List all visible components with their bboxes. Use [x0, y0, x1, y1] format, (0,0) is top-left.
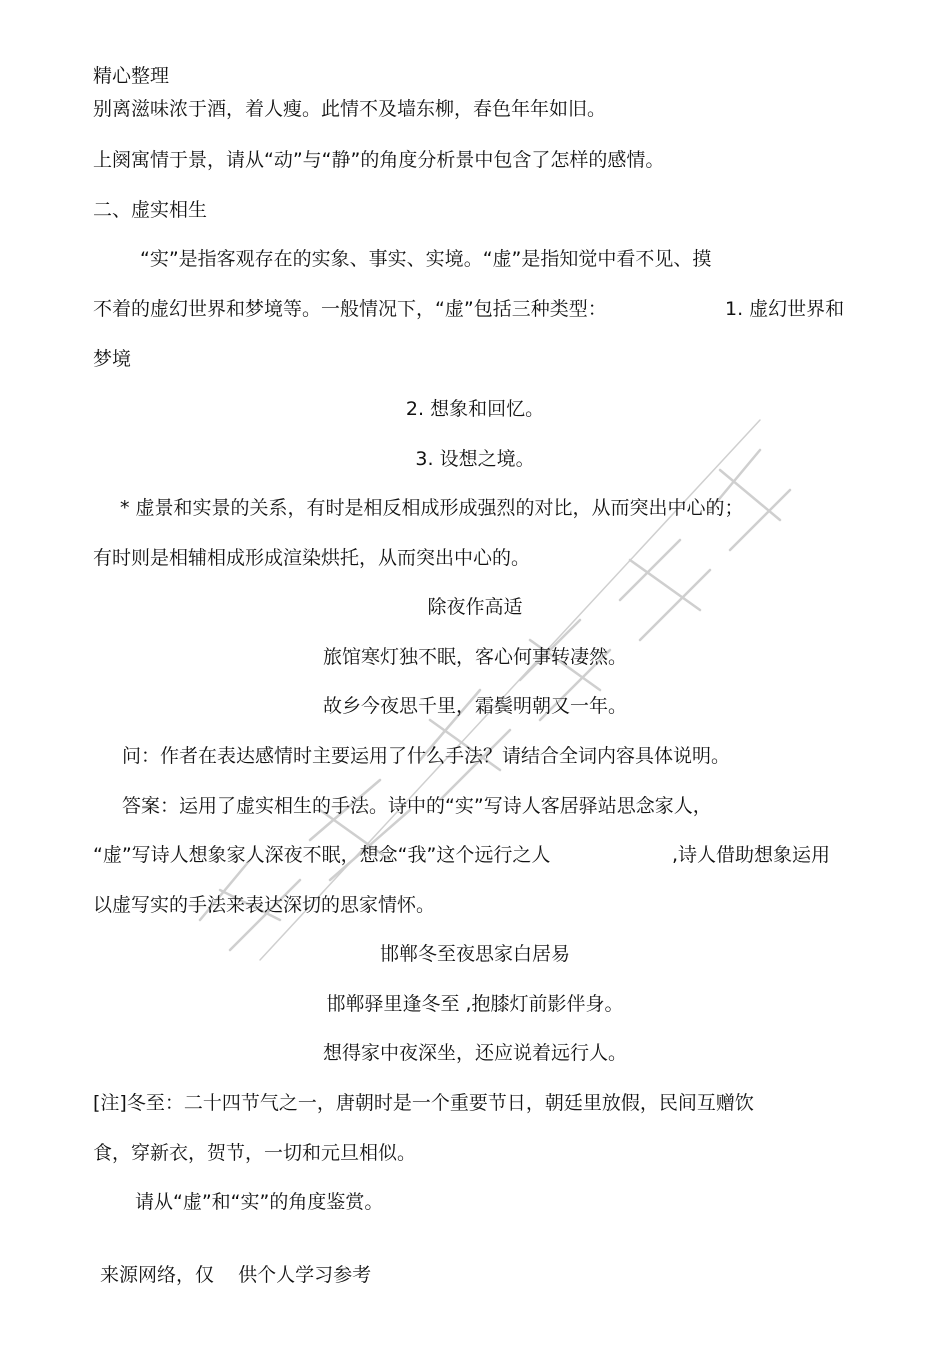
prompt-line: 请从“虚”和“实”的角度鉴赏。: [135, 1191, 384, 1213]
section-title: 二、虚实相生: [93, 199, 208, 221]
paragraph-line: 不着的虚幻世界和梦境等。一般情况下，“虚”包括三种类型：: [93, 298, 607, 320]
poem-line: 旅馆寒灯独不眠，客心何事转凄然。: [322, 646, 627, 668]
poem-fragment-line: 别离滋味浓于酒，着人瘦。此情不及墙东柳，春色年年如旧。: [93, 98, 607, 120]
answer-line: 以虚写实的手法来表达深切的思家情怀。: [93, 894, 436, 916]
page-footer: 来源网络，仅 供个人学习参考: [100, 1264, 372, 1286]
poem-line: 故乡今夜思千里，霜鬓明朝又一年。: [322, 695, 627, 717]
annotation-line: 食，穿新衣，贺节，一切和元旦相似。: [93, 1142, 417, 1164]
question-line: 问：作者在表达感情时主要运用了什么手法？请结合全词内容具体说明。: [122, 745, 731, 767]
poem-line: 想得家中夜深坐，还应说着远行人。: [322, 1042, 627, 1064]
poem-title: 邯郸冬至夜思家白居易: [379, 943, 570, 965]
question-line: 上阕寓情于景，请从“动”与“静”的角度分析景中包含了怎样的感情。: [93, 149, 665, 171]
list-item: 2. 想象和回忆。: [405, 398, 545, 420]
answer-line: “虚”写诗人想象家人深夜不眠，想念“我”这个远行之人: [93, 844, 551, 866]
paragraph-line: 梦境: [93, 348, 132, 370]
poem-line: 邯郸驿里逢冬至 ,抱膝灯前影伴身。: [326, 993, 624, 1015]
list-item: 3. 设想之境。: [415, 448, 535, 470]
annotation-line: [注]冬至：二十四节气之一，唐朝时是一个重要节日，朝廷里放假，民间互赠饮: [93, 1092, 754, 1114]
answer-line: ,诗人借助想象运用: [672, 844, 831, 866]
page-header: 精心整理: [93, 65, 170, 87]
note-line: * 虚景和实景的关系，有时是相反相成形成强烈的对比，从而突出中心的；: [120, 497, 744, 519]
poem-title: 除夜作高适: [427, 596, 523, 618]
answer-line: 答案：运用了虚实相生的手法。诗中的“实”写诗人客居驿站思念家人，: [122, 795, 712, 817]
paragraph-line: “实”是指客观存在的实象、事实、实境。“虚”是指知觉中看不见、摸: [140, 248, 712, 270]
note-line: 有时则是相辅相成形成渲染烘托，从而突出中心的。: [93, 547, 531, 569]
list-item: 1. 虚幻世界和: [725, 298, 845, 320]
